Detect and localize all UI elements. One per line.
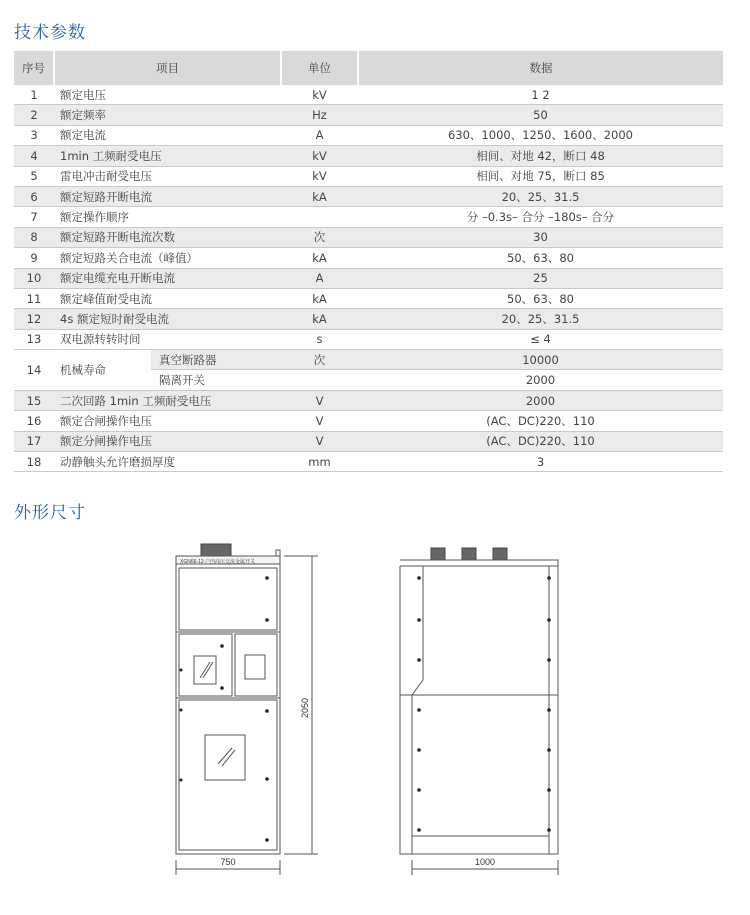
row-item: 额定短路关合电流（峰值） <box>54 248 281 268</box>
dimensions-section-title: 外形尺寸 <box>14 503 86 523</box>
row-value: 2000 <box>358 390 723 410</box>
row-number: 4 <box>14 146 54 166</box>
row-item: 额定操作顺序 <box>54 207 281 227</box>
header-item: 项目 <box>54 51 281 85</box>
row-value: 2000 <box>358 370 723 390</box>
row-number: 13 <box>14 329 54 349</box>
row-unit: kV <box>281 146 358 166</box>
row-value: 分 –0.3s– 合分 –180s– 合分 <box>358 207 723 227</box>
table-row <box>14 350 723 370</box>
row-number: 9 <box>14 248 54 268</box>
row-number: 1 <box>14 85 54 105</box>
row-item: 4s 额定短时耐受电流 <box>54 309 281 329</box>
header-value: 数据 <box>358 51 723 85</box>
row-unit: Hz <box>281 105 358 125</box>
row-value: 相间、对地 75，断口 85 <box>358 166 723 186</box>
row-item: 额定合闸操作电压 <box>54 411 281 431</box>
table-row <box>14 390 723 410</box>
row-unit: A <box>281 125 358 145</box>
row-value: 3 <box>358 452 723 472</box>
row-unit: s <box>281 329 358 349</box>
row-value: 50、63、80 <box>358 248 723 268</box>
row-item: 额定频率 <box>54 105 281 125</box>
row-unit: kA <box>281 288 358 308</box>
row-item: 额定电压 <box>54 85 281 105</box>
row-value: ≤ 4 <box>358 329 723 349</box>
dimension-drawing <box>0 530 750 910</box>
row-number: 7 <box>14 207 54 227</box>
row-number: 18 <box>14 452 54 472</box>
specs-section-title: 技术参数 <box>14 23 86 43</box>
table-row <box>14 166 723 186</box>
table-row <box>14 411 723 431</box>
height-label: 2050 <box>300 697 310 719</box>
table-row <box>14 85 723 105</box>
row-unit: kA <box>281 248 358 268</box>
row-value: 25 <box>358 268 723 288</box>
front-view <box>176 544 280 854</box>
row-unit: mm <box>281 452 358 472</box>
table-header-row <box>14 51 723 85</box>
front-width-label: 750 <box>220 857 236 867</box>
row-unit: kA <box>281 309 358 329</box>
table-row <box>14 248 723 268</box>
row-unit: 次 <box>281 350 358 370</box>
row-subitem: 隔离开关 <box>151 370 281 390</box>
table-row <box>14 125 723 145</box>
row-item: 雷电冲击耐受电压 <box>54 166 281 186</box>
row-item: 额定短路开断电流 <box>54 186 281 206</box>
row-unit: V <box>281 411 358 431</box>
table-row <box>14 146 723 166</box>
row-value: 30 <box>358 227 723 247</box>
row-unit: V <box>281 431 358 451</box>
table-row <box>14 207 723 227</box>
row-number: 6 <box>14 186 54 206</box>
row-unit: V <box>281 390 358 410</box>
row-value: 20、25、31.5 <box>358 309 723 329</box>
row-number: 16 <box>14 411 54 431</box>
table-row <box>14 329 723 349</box>
row-item: 额定峰值耐受电流 <box>54 288 281 308</box>
table-row <box>14 431 723 451</box>
row-number: 2 <box>14 105 54 125</box>
row-item: 额定电流 <box>54 125 281 145</box>
row-value: 50、63、80 <box>358 288 723 308</box>
row-item: 机械寿命 <box>54 350 151 391</box>
row-number: 8 <box>14 227 54 247</box>
row-item: 额定电缆充电开断电流 <box>54 268 281 288</box>
table-row <box>14 186 723 206</box>
row-number: 12 <box>14 309 54 329</box>
row-number: 11 <box>14 288 54 308</box>
table-row <box>14 105 723 125</box>
specs-table <box>14 51 723 472</box>
table-row <box>14 309 723 329</box>
row-unit: kV <box>281 85 358 105</box>
row-value: 20、25、31.5 <box>358 186 723 206</box>
row-unit <box>281 207 358 227</box>
row-unit: A <box>281 268 358 288</box>
row-item: 额定分闸操作电压 <box>54 431 281 451</box>
row-value: (AC、DC)220、110 <box>358 431 723 451</box>
table-row <box>14 268 723 288</box>
table-row <box>14 227 723 247</box>
side-width-label: 1000 <box>474 857 496 867</box>
row-value: 10000 <box>358 350 723 370</box>
header-unit: 单位 <box>281 51 358 85</box>
front-cabinet-label: XGN66-12 户内高压交流金属开关 <box>180 559 256 565</box>
row-item: 1min 工频耐受电压 <box>54 146 281 166</box>
row-number: 14 <box>14 350 54 391</box>
row-number: 3 <box>14 125 54 145</box>
row-unit: 次 <box>281 227 358 247</box>
row-value: 630、1000、1250、1600、2000 <box>358 125 723 145</box>
table-row <box>14 288 723 308</box>
side-view <box>400 548 558 854</box>
row-unit: kV <box>281 166 358 186</box>
row-unit: kA <box>281 186 358 206</box>
row-value: 50 <box>358 105 723 125</box>
row-subitem: 真空断路器 <box>151 350 281 370</box>
row-number: 5 <box>14 166 54 186</box>
row-value: 1 2 <box>358 85 723 105</box>
row-item: 二次回路 1min 工频耐受电压 <box>54 390 281 410</box>
table-row <box>14 452 723 472</box>
row-number: 17 <box>14 431 54 451</box>
row-item: 动静触头允许磨损厚度 <box>54 452 281 472</box>
row-item: 双电源转转时间 <box>54 329 281 349</box>
bolt-markers <box>180 576 551 842</box>
row-value: (AC、DC)220、110 <box>358 411 723 431</box>
row-value: 相间、对地 42，断口 48 <box>358 146 723 166</box>
row-number: 10 <box>14 268 54 288</box>
header-no: 序号 <box>14 51 54 85</box>
row-number: 15 <box>14 390 54 410</box>
row-unit <box>281 370 358 390</box>
row-item: 额定短路开断电流次数 <box>54 227 281 247</box>
